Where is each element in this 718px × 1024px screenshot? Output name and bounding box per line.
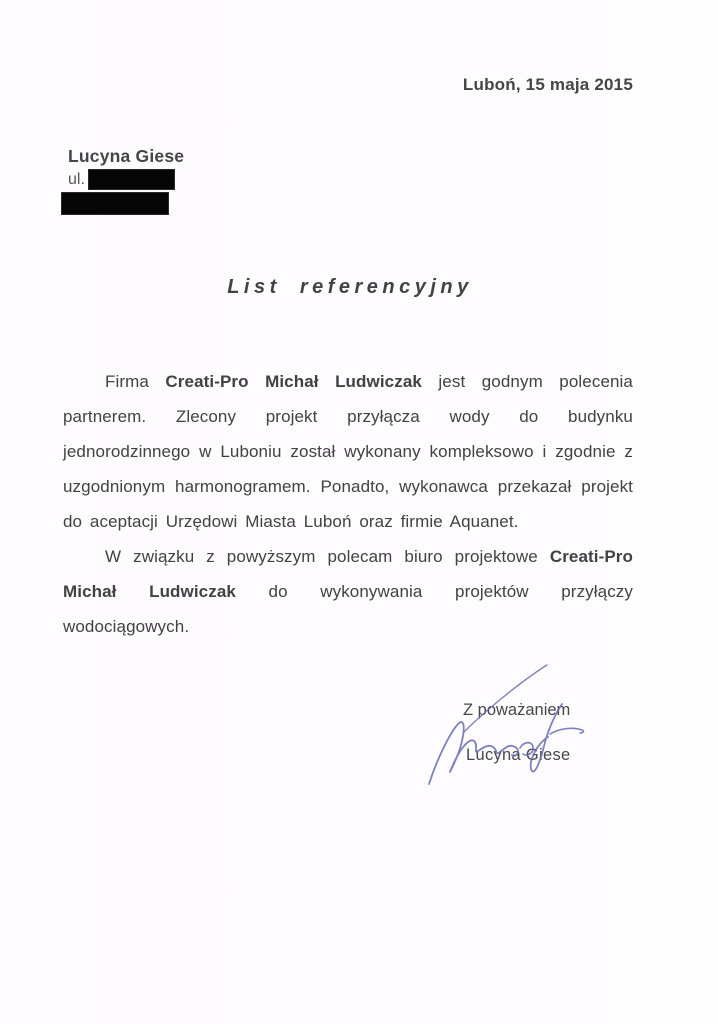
paragraph-1 (63, 364, 633, 539)
redaction-bar-street (89, 170, 174, 189)
company-name-bold-2: Creati-Pro Michał Ludwiczak (63, 547, 633, 601)
valediction: Z poważaniem (463, 701, 571, 719)
handwritten-signature-icon (420, 650, 595, 790)
street-prefix: ul. (68, 170, 85, 188)
redaction-bar-city (62, 193, 168, 214)
letter-body (63, 364, 633, 644)
signer-name: Lucyna Giese (466, 746, 571, 764)
paragraph-2-text-cont: do wykonywania projektów przyłączy wodociągowych. (63, 582, 633, 636)
sender-street-row (62, 170, 322, 189)
company-name-bold: Creati-Pro Michał Ludwiczak (165, 372, 422, 391)
paragraph-1-text: Firma (105, 372, 166, 391)
document-title: List referencyjny (227, 276, 473, 298)
paragraph-2 (63, 539, 633, 644)
sender-block (62, 146, 322, 214)
paragraph-2-text: W związku z powyższym polecam biuro projektowe (105, 547, 550, 566)
date-line: Luboń, 15 maja 2015 (462, 75, 633, 94)
sender-name: Lucyna Giese (68, 146, 185, 166)
paragraph-1-text-cont: jest godnym polecenia partnerem. Zlecony projekt przyłącza wody do budynku jednorodzinnego w Luboniu został wykonany kompleksowo i zgodnie z uzgodnionym harmonogramem. Ponadto, wykonawca przekazał projekt do aceptacji Urzędowi Miasta Luboń oraz firmie Aquanet. (63, 372, 633, 531)
